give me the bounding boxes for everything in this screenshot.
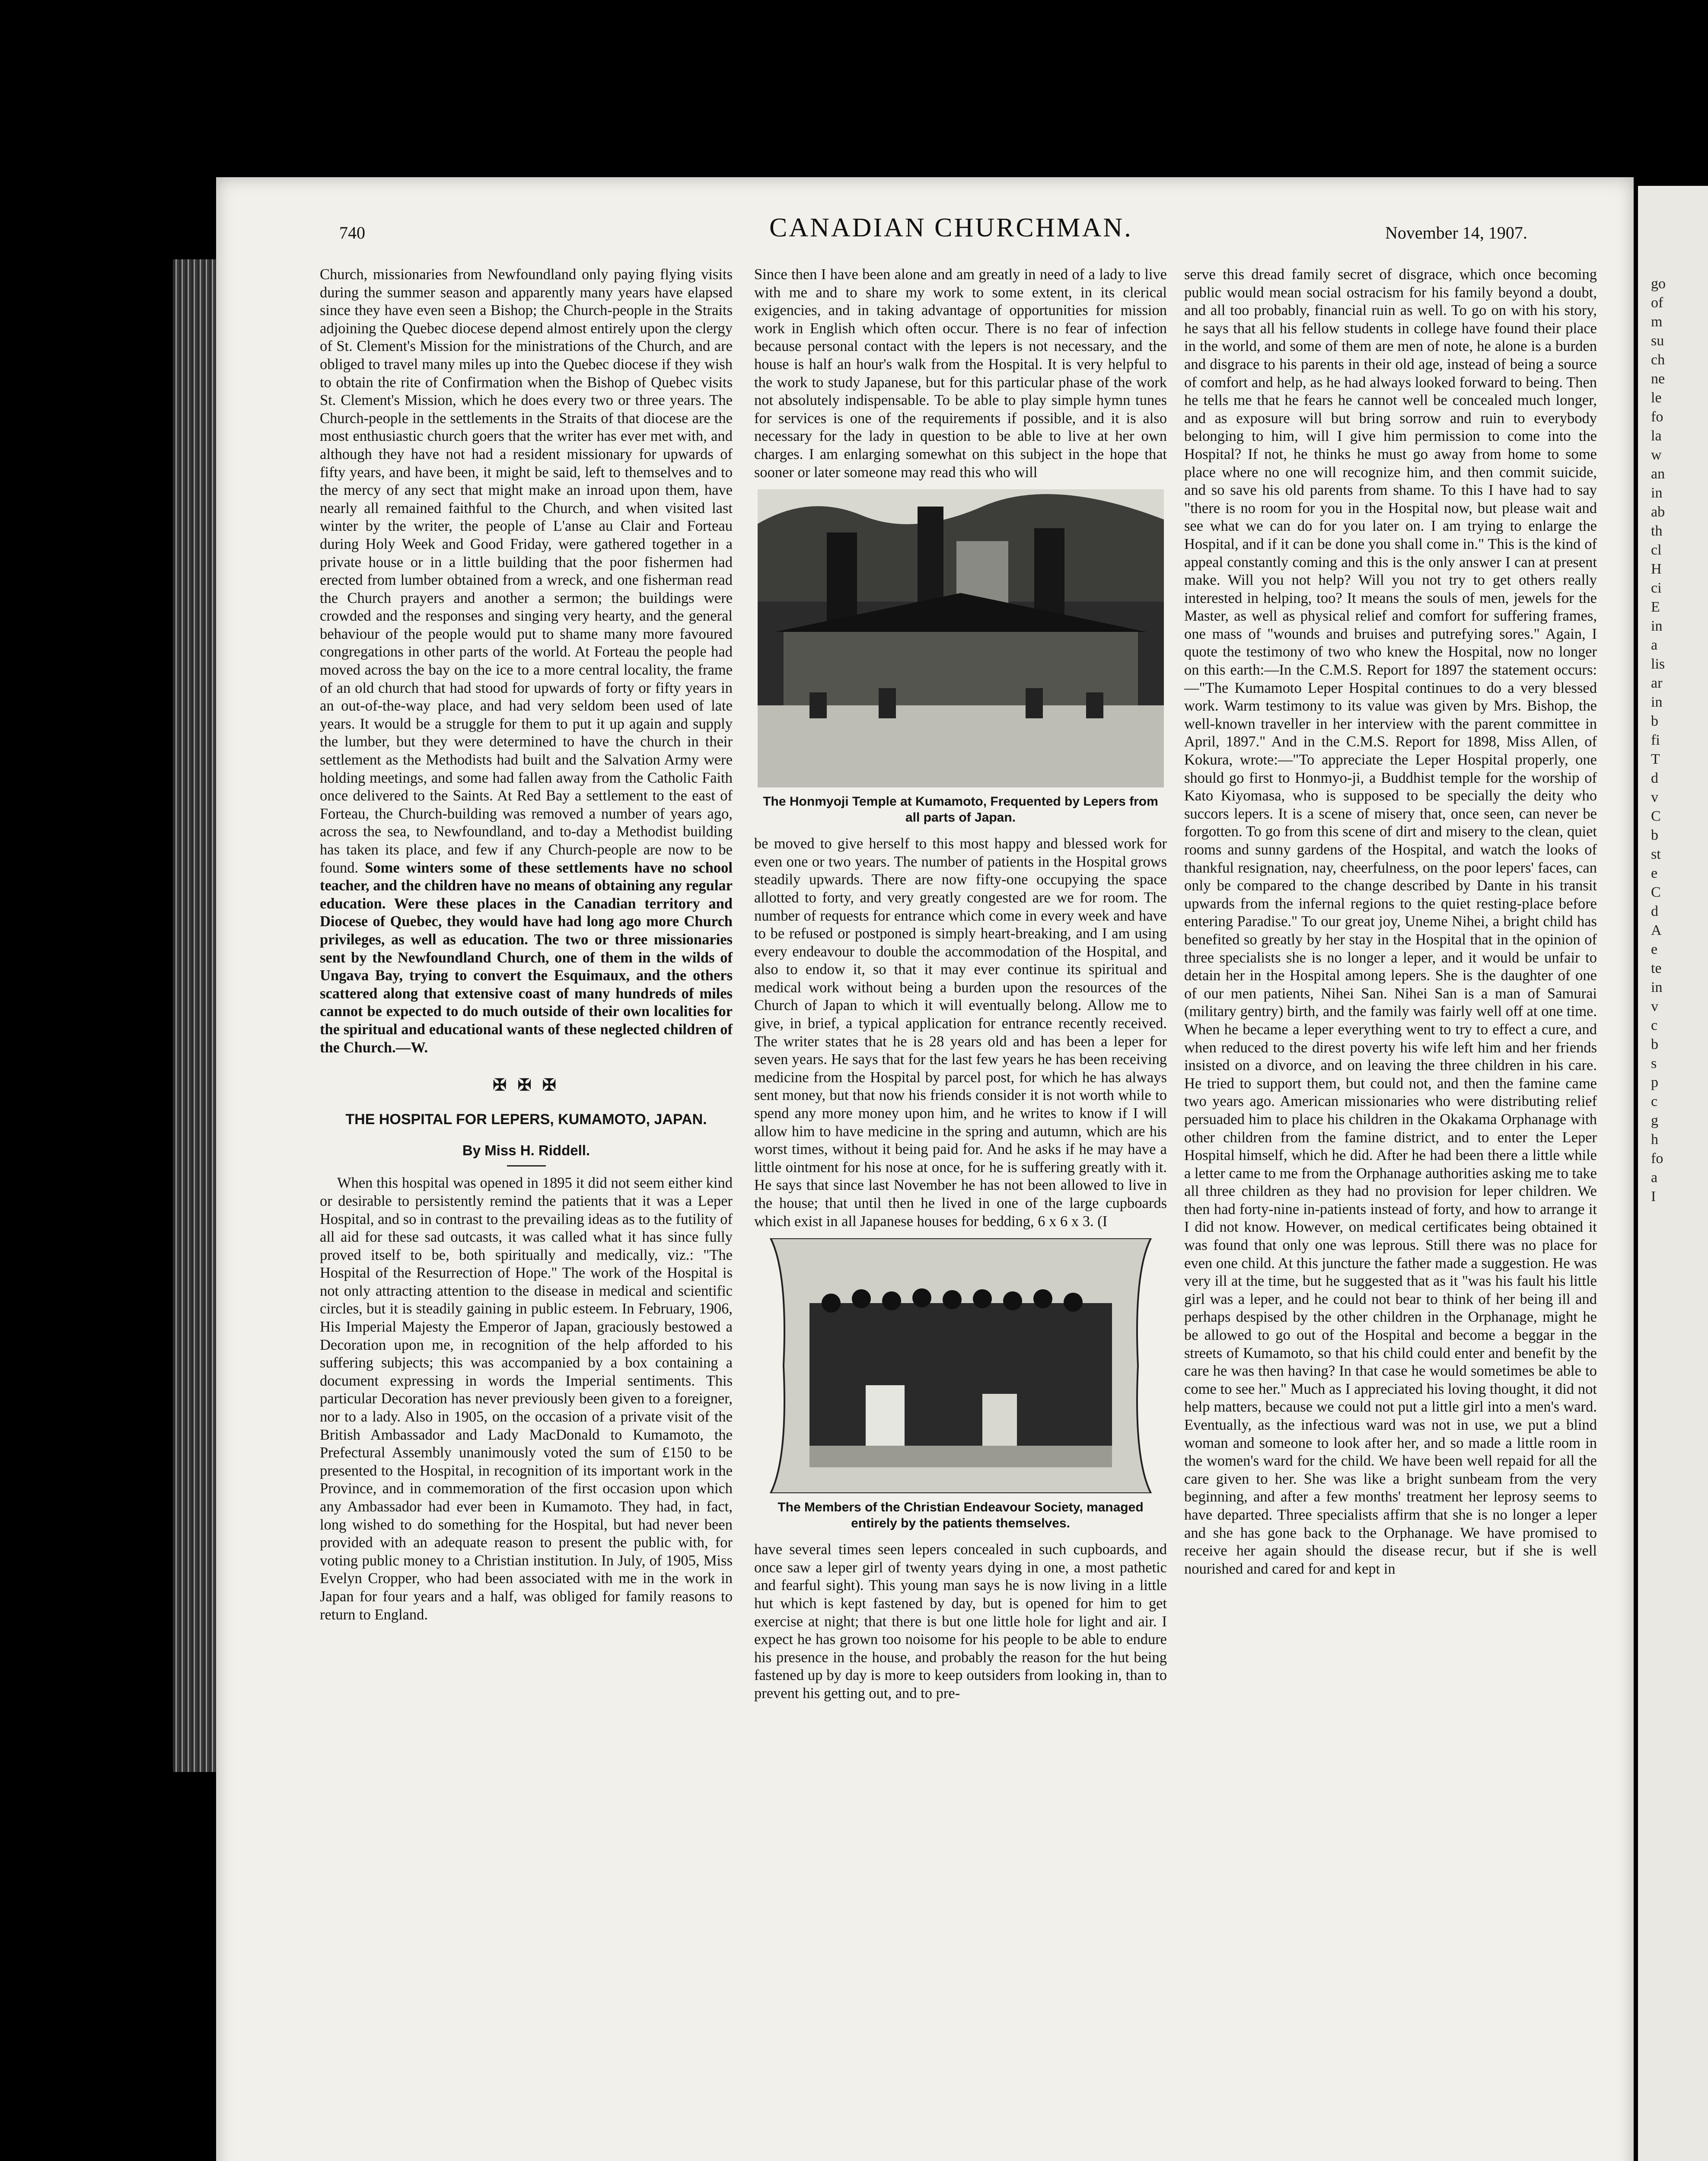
issue-date: November 14, 1907. xyxy=(1385,223,1527,242)
facing-page-fragment: in xyxy=(1651,618,1663,634)
facing-page-fragment: C xyxy=(1651,808,1661,824)
column-3 xyxy=(1184,266,1597,1578)
facing-page-fragment: c xyxy=(1651,1017,1658,1033)
facing-page-fragment: e xyxy=(1651,865,1658,881)
facing-page-fragment: h xyxy=(1651,1131,1658,1147)
masthead-title: CANADIAN CHURCHMAN. xyxy=(769,213,1133,242)
temple-photo-caption: The Honmyoji Temple at Kumamoto, Frequented by Lepers from all parts of Japan. xyxy=(763,794,1158,825)
newspaper-page xyxy=(216,177,1634,2161)
facing-page-fragment: v xyxy=(1651,998,1658,1014)
facing-page-fragment: m xyxy=(1651,314,1663,330)
facing-page-fragment: st xyxy=(1651,846,1661,862)
column-1 xyxy=(320,266,733,1624)
facing-page-fragment: g xyxy=(1651,1112,1658,1128)
facing-page-fragment: a xyxy=(1651,1170,1658,1186)
page-number: 740 xyxy=(339,223,365,242)
facing-page-fragment: in xyxy=(1651,485,1663,501)
facing-page-fragment: b xyxy=(1651,1036,1658,1052)
facing-page-fragment: T xyxy=(1651,751,1660,767)
paragraph: have several times seen lepers concealed in such cupboards, and once saw a leper girl of twenty years dying in one, a most pathetic and fearful sight). This young man says he is now living in a little hut which is kept fastened by day, but is opened for him to get exercise at night; that there is but one little hole for light and air. I expect he has grown too noisome for his people to be able to endure his presence in the house, and probably the reason for the hut being fastened up by day is more to keep outsiders from looking in, than to prevent his getting out, and to pre- xyxy=(754,1541,1167,1702)
column-2 xyxy=(754,266,1167,1703)
paragraph xyxy=(320,266,733,1057)
byline-rule xyxy=(507,1165,546,1167)
facing-page-fragment: ne xyxy=(1651,371,1665,387)
article-title: THE HOSPITAL FOR LEPERS, KUMAMOTO, JAPAN. xyxy=(345,1111,707,1128)
facing-page-fragment: in xyxy=(1651,979,1663,995)
facing-page-fragment: su xyxy=(1651,333,1664,349)
facing-page-fragment: in xyxy=(1651,694,1663,710)
facing-page-fragment: s xyxy=(1651,1055,1657,1071)
facing-page-fragment: ch xyxy=(1651,352,1665,368)
facing-page-fragment: v xyxy=(1651,789,1658,805)
section-separator: ✠ ✠ ✠ xyxy=(493,1076,560,1095)
facing-page-edge xyxy=(1638,186,1708,2161)
paragraph: serve this dread family secret of disgrace, which once becoming public would mean social ostracism for his family beyond a doubt, and all too probably, financial ruin as well. To go on with his story, he says that all his fellow students in college have found their place in the world, and some of them are men of note, he alone is a burden and disgrace to his parents in their old age, instead of being a source of comfort and help, as he had always looked forward to being. Then he tells me that he fears he cannot well be concealed much longer, and as exposure will but bring sorrow and ruin to everybody belonging to him, will I give him permission to come into the Hospital? If not, he thinks he must go away from home to some place where no one will recognize him, and then commit suicide, and so save his old parents from shame. To this I have had to say "there is no room for you in the Hospital now, but please wait and see what we can do for you later on. I am trying to enlarge the Hospital, and if it can be done you shall come in." This is the kind of appeal constantly coming and this is the only answer I can at present make. Will you not help? Will you not try to get others really interested in helping, too? It means the souls of men, jewels for the Master, as well as physical relief and comfort for suffering frames, one mass of "wounds and bruises and putrefying sores." Again, I quote the testimony of two who knew the Hospital, now no longer on this earth:—In the C.M.S. Report for 1897 the statement occurs:—"The Kumamoto Leper Hospital continues to do a very blessed work. Warm testimony to its value was given by Mrs. Bishop, the well-known traveller in her interview with the parent committee in April, 1897." And in the C.M.S. Report for 1898, Miss Allen, of Kokura, wrote:—"To appreciate the Leper Hospital properly, one should go first to Honmyo-ji, a Buddhist temple for the worship of Kato Kiyomasa, who is supposed to be specially the deity who succors lepers. It is a scene of misery that, once seen, can never be forgotten. To go from this scene of dirt and misery to the clean, quiet rooms and sunny gardens of the Hospital, and watch the looks of thankful resignation, nay, cheerfulness, on the poor lepers' faces, can only be compared to the change described by Dante in his transit upwards from the infernal regions to the quiet resting-place before entering Paradise." To our great joy, Uneme Nihei, a bright child has benefited so greatly by her stay in the Hospital that in the opinion of three specialists she is no longer a leper, and it would be unfair to detain her in the Hospital among lepers. She is the daughter of one of our men patients, Nihei San. Nihei San is a man of Samurai (military gentry) birth, and the family was fairly well off at one time. When he became a leper everything went to try to effect a cure, and when reduced to the direst poverty his wife left him and her friends insisted on a divorce, and on leaving the three children in his care. He tried to support them, but could not, and then the famine came two years ago. American missionaries who were distributing relief persuaded him to place his children in the Okakama Orphanage with other children from the famine district, and to enter the Leper Hospital himself, which he did. After he had been there a little while a letter came to me from the Orphanage authorities asking me to take all three children as they had no provision for leper children. We then had forty-nine in-patients instead of forty, and how to arrange it I did not know. However, on medical certificates being obtained it was found that only one was leprous. Still there was no place for even one child. At this juncture the father made a suggestion. He was very ill at the time, but he suggested that as it "was his fault his little girl was a leper, and he could not bear to think of her being ill and perhaps despised by the other children in the Orphanage, might he be allowed to go out of the Hospital and become a beggar in the streets of Kumamoto, so that his child could enter and benefit by the care he was then having? In that case he would sometimes be able to come to see her." Much as I appreciated his loving thought, it did not help matters, because we could not put a little girl into a men's ward. Eventually, as the infectious ward was not in use, we put a blind woman and someone to look after her, and so made a little room in the women's ward for the child. We have been well repaid for all the care given to her. She was like a bright sunbeam from the very beginning, and after a few months' treatment her leprosy seems to have departed. Three specialists affirm that she is no longer a leper and she has gone back to the Orphanage. We have promised to receive her again should the disease recur, but if she is well nourished and cared for and kept in xyxy=(1184,266,1597,1577)
paragraph-text: Church, missionaries from Newfoundland only paying flying visits during the summer season and apparently many years have elapsed since they have even seen a Bishop; the Church-people in the Straits adjoining the Quebec diocese depend almost entirely upon the clergy of St. Clement's Mission for the ministrations of the Church, and are obliged to travel many miles up into the Quebec diocese if they wish to obtain the rite of Confirmation when the Bishop of Quebec visits St. Clement's Mission, which he does every two or three years. The Church-people in the settlements in the Straits of that diocese are the most enthusiastic church goers that the writer has ever met with, and although they have not had a resident missionary for upwards of fifty years, and have been, it might be said, left to themselves and to the mercy of any sect that might make an inroad upon them, have nearly all remained faithful to the Church, and when visited last winter by the writer, the people of L'anse au Clair and Forteau during Holy Week and Good Friday, were gathered together in a private house or in a little building that the poor fishermen had erected from lumber obtained from a wreck, and one fisherman read the Church prayers and another a sermon; the buildings were crowded and the responses and singing very hearty, and the general behaviour of the people would put to shame many more favoured congregations in other parts of the world. At Forteau the people had moved across the bay on the ice to a more central locality, the frame of an old church that had stood for upwards of forty or fifty years in an out-of-the-way place, and had very seldom been used of late years. It would be a struggle for them to put it up again and supply the lumber, but they were determined to have the church in their settlement as the Methodists had built and the Salvation Army were holding meetings, and some had fallen away from the Catholic Faith once delivered to the Saints. At Red Bay a settlement to the east of Forteau, the Church-building was removed a number of years ago, across the sea, to Newfoundland, and to-day a Methodist building has taken its place, and few if any Church-people are now to be found. xyxy=(320,266,733,876)
facing-page-fragment: w xyxy=(1651,447,1662,463)
facing-page-fragment: d xyxy=(1651,770,1658,786)
facing-page-fragment: le xyxy=(1651,390,1662,406)
paragraph: be moved to give herself to this most happy and blessed work for even one or two years. The number of patients in the Hospital grows steadily upwards. There are now fifty-one occupying the space allotted to forty, and very greatly congested are we for room. The number of requests for entrance which come in every week and have to be refused or postponed is simply heart-breaking, and I am using every endeavour to double the accommodation of the Hospital, and also to endow it, so that it may ever continue its spiritual and medical work without being a burden upon the resources of the Church of Japan to which it will eventually belong. Allow me to give, in brief, a typical application for entrance recently received. The writer states that he is 28 years old and has been a leper for seven years. He says that for the last few years he has been receiving medicine from the Hospital by parcel post, for which he has always sent money, but that now his friends consider it is not worth while to spend any more money upon him, and he writes to know if I will allow him to have medicine in the spring and autumn, which are his worst times, without it being paid for. And he asks if he may have a little ointment for his nose at once, for he is suffering greatly with it. He says that since last November he has not been allowed to live in the house; that until then he lived in one of the large cupboards which exist in all Japanese houses for bedding, 6 x 6 x 3. (I xyxy=(754,835,1167,1230)
society-photo-caption: The Members of the Christian Endeavour Society, managed entirely by the patients themselves. xyxy=(778,1500,1144,1531)
paragraph-bold-text: Some winters some of these settlements have no school teacher, and the children have no means of obtaining any regular education. Were these places in the Canadian territory and Diocese of Quebec, they would have had long ago more Church privileges, as well as education. The two or three missionaries sent by the Newfoundland Church, one of them in the wilds of Ungava Bay, trying to convert the Esquimaux, and the others scattered along that extensive coast of many hundreds of miles cannot be expected to do much outside of their own localities for the spiritual and educational wants of these neglected children of the Church.—W. xyxy=(320,859,733,1056)
facing-page-fragment: ar xyxy=(1651,675,1663,691)
facing-page-fragment: d xyxy=(1651,903,1658,919)
temple-photo xyxy=(758,489,1164,787)
paragraph: Since then I have been alone and am greatly in need of a lady to live with me and to share my work to some extent, in its clerical exigencies, and in taking advantage of opportunities for mission work in English which often occur. There is no fear of infection because personal contact with the lepers is not necessary, and the house is half an hour's walk from the Hospital. It is very helpful to the work to study Japanese, but for this particular phase of the work not absolutely indispensable. To be able to play simple hymn tunes for services is one of the requirements if possible, and it is also necessary for the lady in question to be able to live at her own charges. I am enlarging somewhat on this subject in the hope that sooner or later someone may read this who will xyxy=(754,266,1167,481)
facing-page-fragment: e xyxy=(1651,941,1658,957)
society-group-photo xyxy=(758,1238,1164,1493)
paragraph: When this hospital was opened in 1895 it did not seem either kind or desirable to persistently remind the patients that it was a Leper Hospital, and so in contrast to the prevailing ideas as to the futility of all aid for these sad outcasts, it was called what it has since fully proved itself to be, both spiritually and medically, viz.: "The Hospital of the Resurrection of Hope." The work of the Hospital is not only attracting attention to the disease in medical and scientific circles, but it is steadily gaining in public esteem. In February, 1906, His Imperial Majesty the Emperor of Japan, graciously bestowed a Decoration upon me, in recognition of the help afforded to his suffering subjects; this was accompanied by a box containing a document expressing in words the Imperial sentiments. This particular Decoration has never previously been given to a foreigner, nor to a lady. Also in 1905, on the occasion of a private visit of the British Ambassador and Lady MacDonald to Kumamoto, the Prefectural Assembly unanimously voted the sum of £150 to be presented to the Hospital, in recognition of its important work in the Province, and in commemoration of the first occasion upon which any Ambassador had ever been in Kumamoto. They had, in fact, long wished to do something for the Hospital, but had never been provided with an adequate reason to present the public with, for voting public money to a Christian institution. In July, of 1905, Miss Evelyn Cropper, who had been associated with me in the work in Japan for four years and a half, was obliged for family reasons to return to England. xyxy=(320,1175,733,1623)
facing-page-fragment: an xyxy=(1651,466,1665,482)
facing-page-fragment: lis xyxy=(1651,656,1665,672)
facing-page-fragment: b xyxy=(1651,713,1658,729)
facing-page-fragment: H xyxy=(1651,561,1662,577)
facing-page-fragment: E xyxy=(1651,599,1660,615)
facing-page-fragment: ci xyxy=(1651,580,1662,596)
facing-page-fragment: b xyxy=(1651,827,1658,843)
facing-page-fragment: ab xyxy=(1651,504,1665,520)
facing-page-fragment: of xyxy=(1651,295,1663,311)
facing-page-fragment: th xyxy=(1651,523,1663,539)
facing-page-fragment: I xyxy=(1651,1189,1656,1205)
facing-page-fragment: p xyxy=(1651,1074,1658,1090)
facing-page-fragment: cl xyxy=(1651,542,1662,558)
facing-page-fragment: A xyxy=(1651,922,1662,938)
article-byline: By Miss H. Riddell. xyxy=(462,1142,590,1158)
facing-page-fragment: fo xyxy=(1651,409,1663,425)
facing-page-fragment: fo xyxy=(1651,1151,1663,1167)
facing-page-fragment: la xyxy=(1651,428,1662,444)
facing-page-fragment: go xyxy=(1651,276,1666,292)
facing-page-fragment: fi xyxy=(1651,732,1660,748)
facing-page-fragment: c xyxy=(1651,1093,1658,1109)
facing-page-fragment: te xyxy=(1651,960,1662,976)
facing-page-fragment: a xyxy=(1651,637,1658,653)
facing-page-fragment: C xyxy=(1651,884,1661,900)
